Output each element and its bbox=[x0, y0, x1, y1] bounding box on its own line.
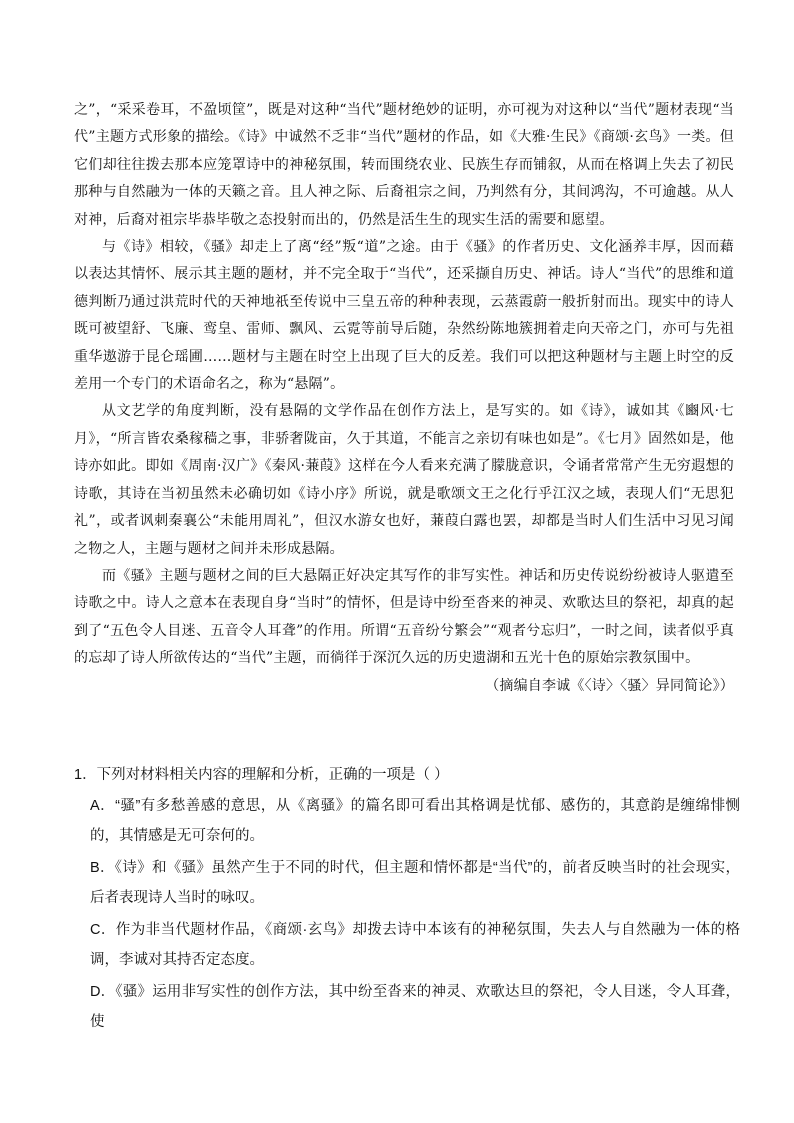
option-a[interactable]: A．“骚”有多愁善感的意思，从《离骚》的篇名即可看出其格调是忧郁、感伤的，其意韵是缠绵悱恻的，其情感是无可奈何的。 bbox=[90, 798, 740, 844]
reading-passage bbox=[74, 97, 734, 700]
option-b[interactable]: B．《诗》和《骚》虽然产生于不同的时代，但主题和情怀都是“当代”的，前者反映当时的社会现实，后者表现诗人当时的咏叹。 bbox=[90, 860, 740, 906]
passage-source-citation: （摘编自李诚《〈诗〉〈骚〉异同简论》） bbox=[485, 677, 734, 694]
passage-paragraph-1: 之”，“采采卷耳，不盈顷筐”，既是对这种“当代”题材绝妙的证明，亦可视为对这种以“当代”题材表现“当代”主题方式形象的描绘。《诗》中诚然不乏非“当代”题材的作品，如《大雅·生民》《商颂·玄鸟》一类。但它们却往往拨去那本应笼罩诗中的神秘氛围，转而围绕农业、民族生存而铺叙，从而在格调上失去了初民那种与自然融为一体的天籁之音。且人神之际、后裔祖宗之间，乃判然有分，其间鸿沟，不可逾越。从人对神，后裔对祖宗毕恭毕敬之态投射而出的，仍然是活生生的现实生活的需要和愿望。 bbox=[74, 102, 734, 228]
passage-paragraph-4: 而《骚》主题与题材之间的巨大悬隔正好决定其写作的非写实性。神话和历史传说纷纷被诗人驱遣至诗歌之中。诗人之意本在表现自身“当时”的情怀，但是诗中纷至沓来的神灵、欢歌达旦的祭祀，却真的起到了“五色令人目迷、五音令人耳聋”的作用。所谓“五音纷兮繁会”“观者兮忘归”，一时之间，读者似乎真的忘却了诗人所欲传达的“当代”主题，而徜徉于深沉久远的历史遗湖和五光十色的原始宗教氛围中。 bbox=[74, 567, 734, 667]
option-c[interactable]: C．作为非当代题材作品，《商颂·玄鸟》却拨去诗中本该有的神秘氛围，失去人与自然融为一体的格调，李诚对其持否定态度。 bbox=[90, 922, 740, 968]
question-1 bbox=[74, 760, 740, 1039]
passage-paragraph-3: 从文艺学的角度判断，没有悬隔的文学作品在创作方法上，是写实的。如《诗》，诚如其《豳风·七月》，“所言皆农桑稼穑之事，非骄奢陇亩，久于其道，不能言之亲切有味也如是”。《七月》固然如是，他诗亦如此。即如《周南·汉广》《秦风·蒹葭》这样在今人看来充满了朦胧意识，令诵者常常产生无穷遐想的诗歌，其诗在当初虽然未必确切如《诗小序》所说，就是歌颂文王之化行乎江汉之域，表现人们“无思犯礼”，或者讽刺秦襄公“未能用周礼”，但汉水游女也好，蒹葭白露也罢，却都是当时人们生活中习见习闻之物之人，主题与题材之间并未形成悬隔。 bbox=[74, 403, 734, 557]
passage-paragraph-2: 与《诗》相较，《骚》却走上了离“经”叛“道”之途。由于《骚》的作者历史、文化涵养丰厚，因而藉以表达其情怀、展示其主题的题材，并不完全取于“当代”，还采撷自历史、神话。诗人“当代”的思维和道德判断乃通过洪荒时代的天神地祇至传说中三皇五帝的种种表现，云蒸霞蔚一般折射而出。现实中的诗人既可被望舒、飞廉、鸾皇、雷师、飘风、云霓等前导后随，杂然纷陈地簇拥着走向天帝之门，亦可与先祖重华遨游于昆仑瑶圃……题材与主题在时空上出现了巨大的反差。我们可以把这种题材与主题上时空的反差用一个专门的术语命名之，称为“悬隔”。 bbox=[74, 239, 734, 393]
option-d[interactable]: D．《骚》运用非写实性的创作方法，其中纷至沓来的神灵、欢歌达旦的祭祀，令人目迷，令人耳聋，使 bbox=[90, 984, 740, 1030]
question-stem: 1．下列对材料相关内容的理解和分析，正确的一项是（ ） bbox=[74, 767, 449, 783]
